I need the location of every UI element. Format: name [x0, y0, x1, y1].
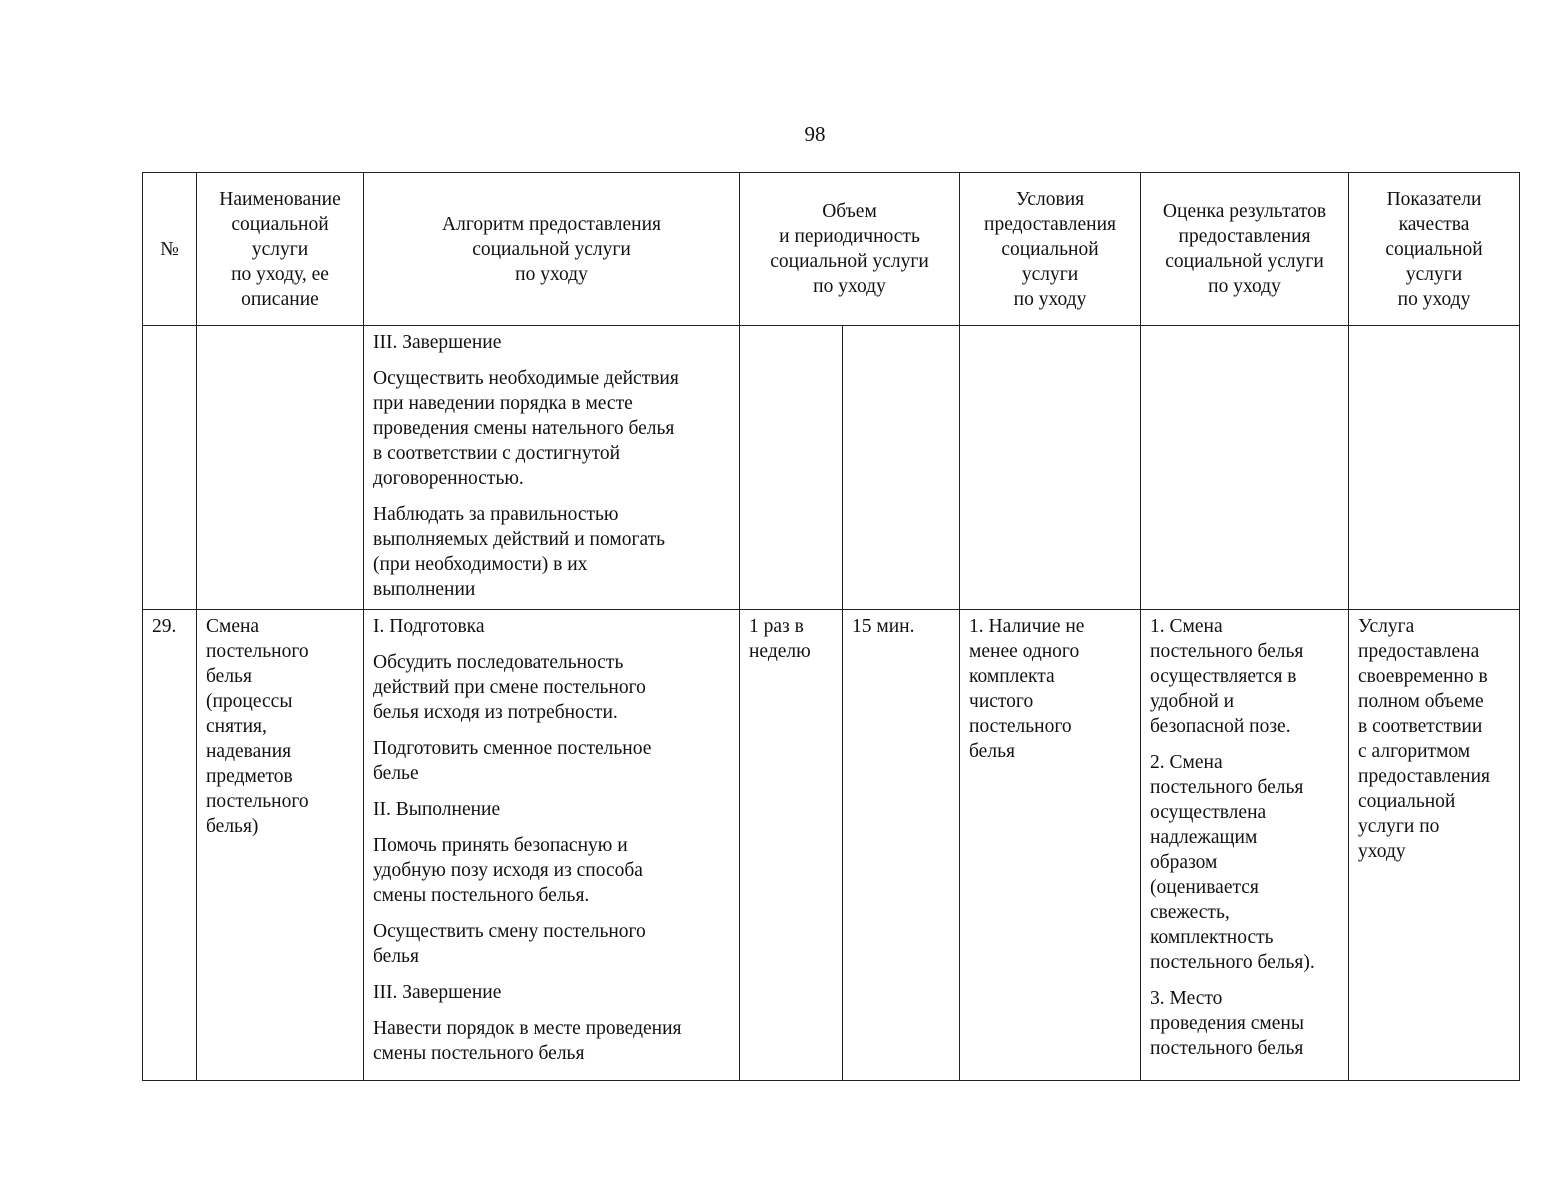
cell-evaluation: [1141, 610, 1349, 1081]
cell-conditions: [960, 326, 1141, 610]
algorithm-paragraph: III. Завершение: [373, 332, 502, 353]
page-number: 98: [804, 122, 826, 146]
cell-service-name: Смена постельного белья (процессы снятия, надевания предметов постельного белья): [197, 610, 364, 1081]
algorithm-paragraph: Обсудить последовательность действий при смене постельного белья исходя из потребности.: [373, 652, 646, 723]
header-number: №: [143, 173, 197, 326]
cell-quality: [1349, 326, 1520, 610]
cell-duration: [843, 326, 960, 610]
header-service-name: Наименование социальной услуги по уходу, ее описание: [197, 173, 364, 326]
cell-conditions: 1. Наличие не менее одного комплекта чистого постельного белья: [960, 610, 1141, 1081]
algorithm-paragraph: I. Подготовка: [373, 616, 485, 637]
algorithm-paragraph: Наблюдать за правильностью выполняемых действий и помогать (при необходимости) в их выполнении: [373, 504, 666, 600]
services-table: [142, 172, 1520, 1081]
cell-evaluation: [1141, 326, 1349, 610]
cell-service-name: [197, 326, 364, 610]
header-conditions: Условия предоставления социальной услуги по уходу: [960, 173, 1141, 326]
evaluation-paragraph: 2. Смена постельного белья осуществлена надлежащим образом (оценивается свежесть, комплектность постельного белья).: [1150, 752, 1315, 973]
algorithm-paragraph: Осуществить смену постельного белья: [373, 921, 646, 967]
evaluation-paragraph: 3. Место проведения смены постельного белья: [1150, 988, 1304, 1059]
algorithm-paragraph: Помочь принять безопасную и удобную позу исходя из способа смены постельного белья.: [373, 835, 643, 906]
cell-algorithm: [364, 326, 740, 610]
table-row: [143, 326, 1520, 610]
header-volume-frequency: Объем и периодичность социальной услуги по уходу: [740, 173, 960, 326]
table-header-row: [143, 173, 1520, 326]
algorithm-paragraph: Подготовить сменное постельное белье: [373, 738, 652, 784]
algorithm-paragraph: II. Выполнение: [373, 799, 501, 820]
cell-number: 29.: [143, 610, 197, 1081]
header-algorithm: Алгоритм предоставления социальной услуги по уходу: [364, 173, 740, 326]
cell-frequency: [740, 326, 843, 610]
header-evaluation: Оценка результатов предоставления социальной услуги по уходу: [1141, 173, 1349, 326]
cell-duration: 15 мин.: [843, 610, 960, 1081]
algorithm-paragraph: Навести порядок в месте проведения смены постельного белья: [373, 1018, 682, 1064]
header-quality: Показатели качества социальной услуги по уходу: [1349, 173, 1520, 326]
cell-quality: Услуга предоставлена своевременно в полном объеме в соответствии с алгоритмом предоставления социальной услуги по уходу: [1349, 610, 1520, 1081]
algorithm-paragraph: III. Завершение: [373, 982, 502, 1003]
cell-number: [143, 326, 197, 610]
cell-frequency: 1 раз в неделю: [740, 610, 843, 1081]
algorithm-paragraph: Осуществить необходимые действия при наведении порядка в месте проведения смены нательного белья в соответствии с достигнутой договоренностью.: [373, 368, 679, 489]
evaluation-paragraph: 1. Смена постельного белья осуществляется в удобной и безопасной позе.: [1150, 616, 1304, 737]
cell-algorithm: [364, 610, 740, 1081]
table-row: [143, 610, 1520, 1081]
